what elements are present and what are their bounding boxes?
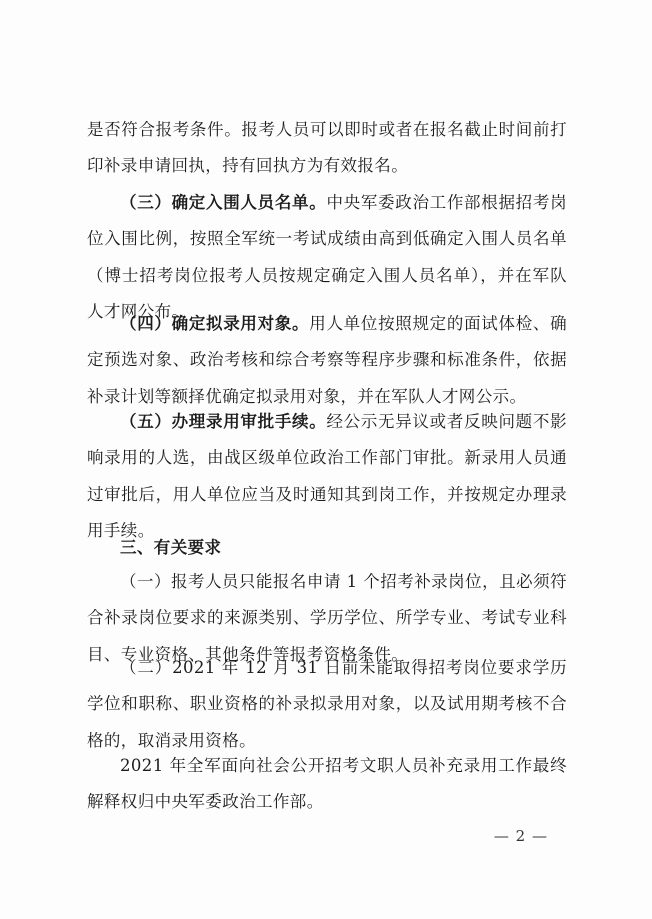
clause-heading-5: （五）办理录用审批手续。 <box>120 412 327 431</box>
page-number: — 2 — <box>493 827 548 845</box>
clause-heading-3: （三）确定入围人员名单。 <box>120 193 327 212</box>
paragraph-requirement-2: （二）2021 年 12 月 31 日前未能取得招考岗位要求学历学位和职称、职业资格的补录拟录用对象，以及试用期考核不合格的，取消录用资格。 <box>87 658 567 750</box>
clause-body-3: 中央军委政治工作部根据招考岗位入围比例，按照全军统一考试成绩由高到低确定入围人员名单（博士招考岗位报考人员按规定确定入围人员名单），并在军队人才网公布。 <box>87 193 567 322</box>
paragraph-interpretation: 2021 年全军面向社会公开招考文职人员补充录用工作最终解释权归中央军委政治工作部。 <box>87 756 567 812</box>
paragraph-registration-note: 是否符合报考条件。报考人员可以即时或者在报名截止时间前打印补录申请回执，持有回执方为有效报名。 <box>87 120 567 176</box>
section-heading-requirements: 三、有关要求 <box>120 538 222 557</box>
clause-body-4: 用人单位按照规定的面试体检、确定预选对象、政治考核和综合考察等程序步骤和标准条件，依据补录计划等额择优确定拟录用对象，并在军队人才网公示。 <box>87 314 568 406</box>
clause-body-5: 经公示无异议或者反映问题不影响录用的人选，由战区级单位政治工作部门审批。新录用人员通过审批后，用人单位应当及时通知其到岗工作，并按规定办理录用手续。 <box>87 412 567 541</box>
paragraph-determine-hire <box>87 306 567 415</box>
clause-heading-4: （四）确定拟录用对象。 <box>120 314 310 333</box>
paragraph-approval <box>87 404 567 550</box>
paragraph-requirement-1: （一）报考人员只能报名申请 1 个招考补录岗位，且必须符合补录岗位要求的来源类别、学历学位、所学专业、考试专业科目、专业资格、其他条件等报考资格条件。 <box>87 572 567 664</box>
